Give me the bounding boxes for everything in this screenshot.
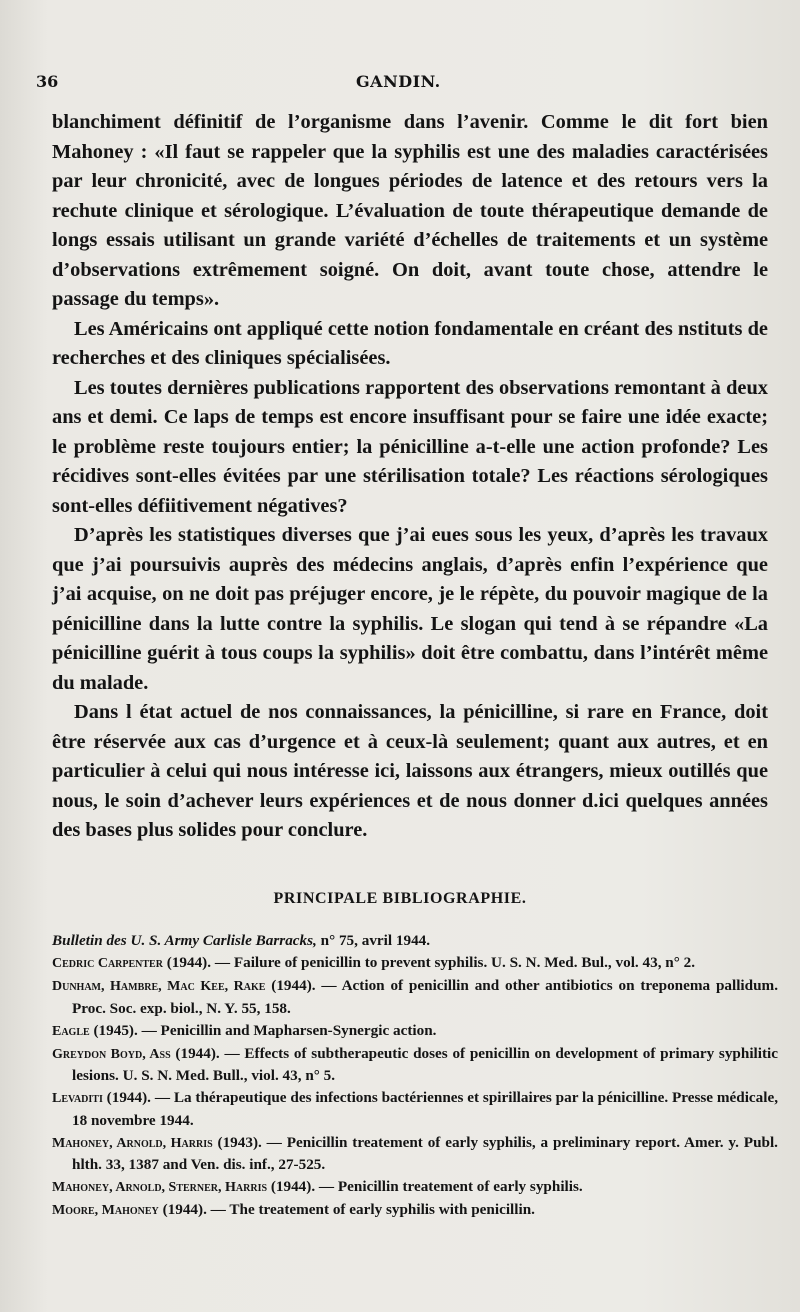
- entry-details: (1944). — Failure of penicillin to prevent syphilis. U. S. N. Med. Bul., vol. 43, n° 2.: [162, 954, 695, 972]
- page-number: 36: [36, 72, 59, 91]
- entry-title: Bulletin des U. S. Army Carlisle Barracks,: [52, 932, 317, 949]
- page-header: [36, 72, 776, 96]
- paragraph: blanchiment définitif de l’organisme dans l’avenir. Comme le dit fort bien Mahoney : «Il faut se rappeler que la syphilis est une des maladies caractérisées par leur chronicité, avec de longues périodes de latence et des retours vers la rechute clinique et sérologique. L’évaluation de toute thérapeutique demande de longs essais utilisant un grande variété d’échelles de traitements et un système d’observations extrêmement soigné. On doit, avant toute chose, attendre le passage du temps».: [52, 111, 768, 310]
- paragraph: D’après les statistiques diverses que j’ai eues sous les yeux, d’après les travaux que j’ai poursuivis auprès des médecins anglais, d’après enfin l’expérience que j’ai acquise, on ne doit pas préjuger encore, je le répète, du pouvoir magique de la pénicilline dans la lutte contre la syphilis. Le slogan qui tend à se répandre «La pénicilline guérit à tous coups la syphilis» doit être combattu, dans l’intérêt même du malade.: [52, 524, 768, 694]
- entry-author: Cedric Carpenter: [52, 956, 163, 972]
- bibliography-list: [52, 930, 778, 1223]
- bibliography-title: PRINCIPALE BIBLIOGRAPHIE.: [273, 890, 527, 907]
- bibliography-entry: [52, 1043, 778, 1086]
- entry-author: Eagle: [52, 1023, 90, 1039]
- entry-details: (1944). — La thérapeutique des infections bactériennes et spirillaires par la pénicilline. Presse médicale, 18 novembre 1944.: [72, 1089, 778, 1129]
- paragraph: Les Américains ont appliqué cette notion fondamentale en créant des nstituts de recherches et des cliniques spécialisées.: [52, 317, 768, 369]
- entry-details: (1944). — Effects of subtherapeutic doses of penicillin on development of primary syphilitic lesions. U. S. N. Med. Bull., viol. 43, n° 5.: [72, 1045, 778, 1085]
- entry-author: Greydon Boyd, Ass: [52, 1047, 171, 1063]
- bibliography-entry: [52, 1199, 778, 1221]
- bibliography-entry: [52, 1087, 778, 1130]
- entry-author: Dunham, Hambre, Mac Kee, Rake: [52, 979, 266, 995]
- entry-details: (1943). — Penicillin treatement of early syphilis, a preliminary report. Amer. y. Publ. hlth. 33, 1387 and Ven. dis. inf., 27-525.: [72, 1133, 778, 1174]
- entry-details: (1945). — Penicillin and Mapharsen-Synergic action.: [89, 1021, 437, 1039]
- body-text: [52, 108, 768, 846]
- entry-author: Moore, Mahoney: [52, 1203, 159, 1219]
- entry-details: (1944). — The treatement of early syphilis with penicillin.: [158, 1201, 535, 1219]
- entry-author: Mahoney, Arnold, Sterner, Harris: [52, 1180, 268, 1196]
- bibliography-entry: [52, 975, 778, 1018]
- paragraph: Les toutes dernières publications rapportent des observations remontant à deux ans et demi. Ce laps de temps est encore insuffisant pour se faire une idée exacte; le problème reste toujours entier; la pénicilline a-t-elle une action profonde? Les récidives sont-elles évitées par une stérilisation totale? Les réactions sérologiques sont-elles défiitivement négatives?: [52, 376, 768, 517]
- bibliography-entry: [52, 1176, 778, 1198]
- bibliography-entry: [52, 930, 778, 951]
- bibliography-entry: [52, 1020, 778, 1042]
- bibliography-entry: [52, 1132, 778, 1175]
- entry-details: (1944). — Action of penicillin and other antibiotics on treponema pallidum. Proc. Soc. exp. biol., N. Y. 55, 158.: [72, 977, 778, 1017]
- entry-author: Mahoney, Arnold, Harris: [52, 1135, 213, 1151]
- entry-details: n° 75, avril 1944.: [316, 932, 431, 949]
- entry-details: (1944). — Penicillin treatement of early syphilis.: [267, 1178, 583, 1196]
- running-title: GANDIN.: [356, 72, 441, 91]
- entry-author: Levaditi: [52, 1091, 103, 1107]
- paragraph: Dans l état actuel de nos connaissances, la pénicilline, si rare en France, doit être réservée aux cas d’urgence et à ceux-là seulement; quant aux autres, et en particulier à celui qui nous intéresse ici, laissons aux étrangers, mieux outillés que nous, le soin d’achever leurs expériences et de nous donner d.ici quelques années des bases plus solides pour conclure.: [52, 701, 768, 841]
- bibliography-entry: [52, 952, 778, 974]
